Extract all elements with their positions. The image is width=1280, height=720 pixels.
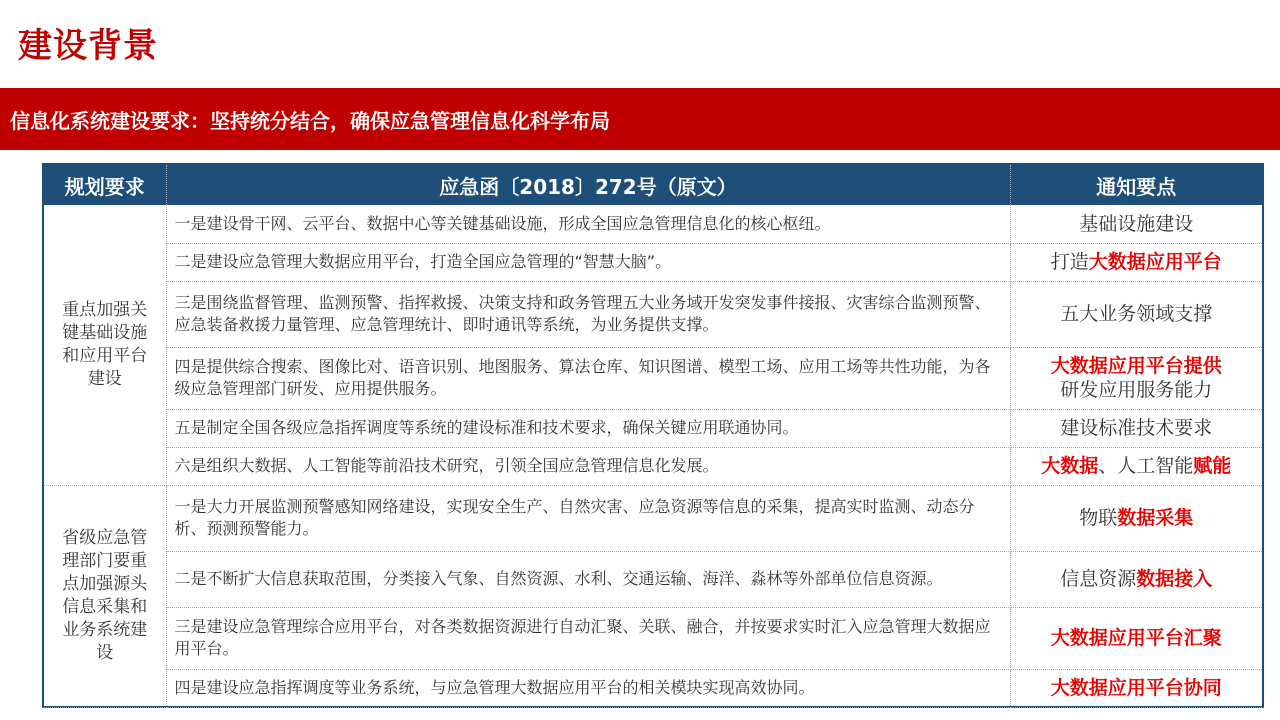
- header-planning-requirement: 规划要求: [44, 165, 166, 205]
- original-text-cell: 四是建设应急指挥调度等业务系统，与应急管理大数据应用平台的相关模块实现高效协同。: [166, 669, 1010, 707]
- key-point-highlight: 大数据应用平台汇聚: [1050, 627, 1222, 649]
- table-row: [44, 409, 1262, 447]
- key-point-text: 基础设施建设: [1079, 212, 1194, 235]
- key-point-text: 、人工智能: [1098, 455, 1194, 477]
- key-point-highlight: 大数据: [1041, 455, 1099, 477]
- key-point-highlight: 数据采集: [1117, 507, 1194, 529]
- table-row: [44, 551, 1262, 607]
- table-row: [44, 607, 1262, 669]
- header-original-text: 应急函〔2018〕272号（原文）: [166, 165, 1010, 205]
- key-point-cell: [1010, 205, 1262, 243]
- original-text-cell: 二是不断扩大信息获取范围，分类接入气象、自然资源、水利、交通运输、海洋、淼林等外部单位信息资源。: [166, 551, 1010, 607]
- table-row: [44, 205, 1262, 243]
- page-title: 建设背景: [18, 26, 158, 66]
- key-point-cell: [1010, 551, 1262, 607]
- key-point-text: 建设标准技术要求: [1060, 417, 1213, 439]
- requirements-table: [42, 163, 1264, 708]
- table-row: [44, 447, 1262, 485]
- key-point-cell: [1010, 347, 1262, 409]
- table-body: [44, 205, 1262, 707]
- key-point-cell: [1010, 485, 1262, 551]
- original-text-cell: 一是大力开展监测预警感知网络建设，实现安全生产、自然灾害、应急资源等信息的采集，提高实时监测、动态分析、预测预警能力。: [166, 485, 1010, 551]
- original-text-cell: 四是提供综合搜索、图像比对、语音识别、地图服务、算法仓库、知识图谱、模型工场、应用工场等共性功能，为各级应急管理部门研发、应用提供服务。: [166, 347, 1010, 409]
- key-point-highlight: 数据接入: [1136, 568, 1213, 590]
- category-cell: 省级应急管理部门要重点加强源头信息采集和业务系统建设: [44, 485, 166, 707]
- table-row: [44, 485, 1262, 551]
- key-point-highlight: 大数据应用平台: [1088, 251, 1222, 273]
- key-point-text: 研发应用服务能力: [1060, 379, 1213, 401]
- original-text-cell: 五是制定全国各级应急指挥调度等系统的建设标准和技术要求，确保关键应用联通协同。: [166, 409, 1010, 447]
- key-point-cell: [1010, 281, 1262, 347]
- header-key-points: 通知要点: [1010, 165, 1262, 205]
- key-point-cell: [1010, 243, 1262, 281]
- category-cell: 重点加强关键基础设施和应用平台建设: [44, 205, 166, 485]
- key-point-text: 打造: [1050, 251, 1089, 273]
- original-text-cell: 二是建设应急管理大数据应用平台，打造全国应急管理的“智慧大脑”。: [166, 243, 1010, 281]
- key-point-text: 物联: [1079, 507, 1118, 529]
- key-point-text: 信息资源: [1060, 568, 1137, 590]
- key-point-cell: [1010, 409, 1262, 447]
- key-point-text: 五大业务领域支撑: [1060, 303, 1213, 325]
- section-banner: [0, 88, 1280, 150]
- key-point-highlight: 大数据应用平台协同: [1050, 677, 1222, 699]
- banner-text: 信息化系统建设要求：坚持统分结合，确保应急管理信息化科学布局: [10, 109, 610, 133]
- key-point-cell: [1010, 607, 1262, 669]
- original-text-cell: 三是围绕监督管理、监测预警、指挥救援、决策支持和政务管理五大业务域开发突发事件接报、灾害综合监测预警、应急装备救援力量管理、应急管理统计、即时通讯等系统，为业务提供支撑。: [166, 281, 1010, 347]
- table-row: [44, 669, 1262, 707]
- table-header-row: [44, 165, 1262, 205]
- key-point-cell: [1010, 447, 1262, 485]
- table-row: [44, 281, 1262, 347]
- key-point-cell: [1010, 669, 1262, 707]
- original-text-cell: 六是组织大数据、人工智能等前沿技术研究，引领全国应急管理信息化发展。: [166, 447, 1010, 485]
- key-point-highlight: 大数据应用平台提供: [1050, 355, 1222, 377]
- table-row: [44, 243, 1262, 281]
- original-text-cell: 三是建设应急管理综合应用平台，对各类数据资源进行自动汇聚、关联、融合，并按要求实时汇入应急管理大数据应用平台。: [166, 607, 1010, 669]
- key-point-highlight: 赋能: [1193, 455, 1232, 477]
- original-text-cell: 一是建设骨干网、云平台、数据中心等关键基础设施，形成全国应急管理信息化的核心枢纽。: [166, 205, 1010, 243]
- table-row: [44, 347, 1262, 409]
